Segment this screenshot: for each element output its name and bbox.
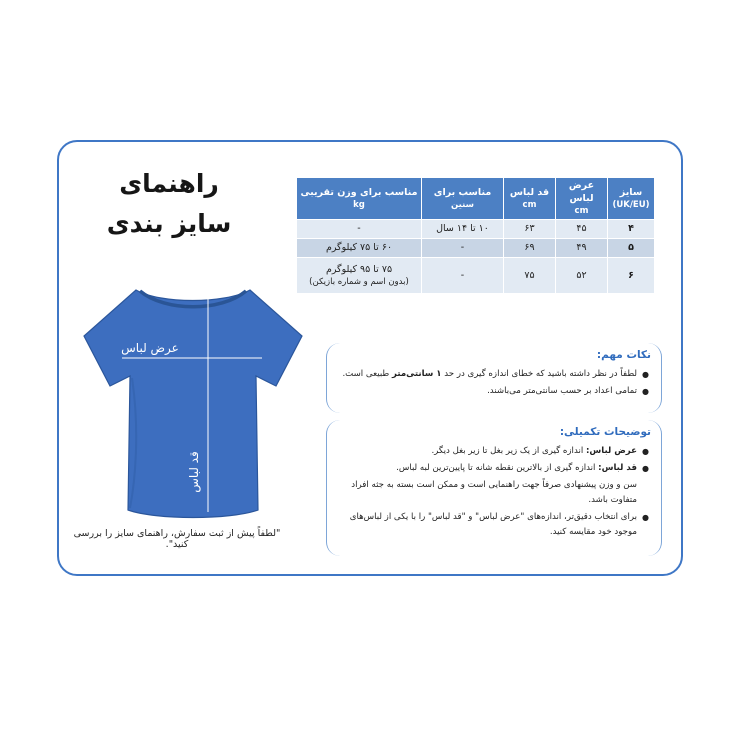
cell-age: ۱۰ تا ۱۴ سال [422, 220, 504, 239]
title-line-1: راهنمای [119, 169, 219, 198]
bullet-icon: ● [642, 370, 649, 379]
page-title [96, 164, 242, 244]
list-item: ● تمامی اعداد بر حسب سانتی‌متر می‌باشند. [337, 384, 651, 399]
header-weight: مناسب برای وزن تقریبی kg [297, 178, 422, 220]
header-size: سایز (UK/EU) [608, 178, 655, 220]
details-box [326, 420, 662, 556]
cell-size: ۶ [608, 258, 655, 294]
list-item: ● برای انتخاب دقیق‌تر، اندازه‌های "عرض لباس" و "قد لباس" را با یکی از لباس‌های موجود خود مقایسه کنید. [349, 512, 649, 537]
list-item: ● عرض لباس: اندازه گیری از یک زیر بغل تا زیر بغل دیگر. [337, 444, 651, 459]
bullet-icon: ● [642, 513, 649, 522]
bullet-icon: ● [642, 464, 649, 473]
table-row [297, 220, 655, 239]
length-label: قد لباس [187, 451, 201, 493]
list-item: سن و وزن پیشنهادی صرفاً جهت راهنمایی است و ممکن است بسته به جثه افراد متفاوت باشد. [351, 480, 637, 505]
header-age: مناسب برای سنین [422, 178, 504, 220]
list-item: ● لطفاً در نظر داشته باشید که خطای اندازه گیری در حد ۱ سانتی‌متر طبیعی است. [337, 367, 651, 382]
cell-age: - [422, 239, 504, 258]
cell-age: - [422, 258, 504, 294]
cell-width: ۴۹ [556, 239, 608, 258]
cell-length: ۶۹ [504, 239, 556, 258]
header-length: قد لباس cm [504, 178, 556, 220]
bullet-icon: ● [642, 387, 649, 396]
header-width: عرض لباس cm [556, 178, 608, 220]
cell-weight: - [297, 220, 422, 239]
footnote: "لطفاً پیش از ثبت سفارش، راهنمای سایز را بررسی کنید". [73, 528, 281, 550]
table-row [297, 239, 655, 258]
title-line-2: سایز بندی [106, 209, 232, 238]
weight-value: ۷۵ تا ۹۵ کیلوگرم [325, 263, 393, 275]
cell-width: ۵۲ [556, 258, 608, 294]
cell-length: ۷۵ [504, 258, 556, 294]
table-row [297, 258, 655, 294]
cell-weight: ۶۰ تا ۷۵ کیلوگرم [297, 239, 422, 258]
bullet-icon: ● [642, 447, 649, 456]
width-label: عرض لباس [121, 341, 179, 355]
cell-weight [297, 258, 422, 294]
tshirt-illustration [80, 282, 305, 522]
size-table [296, 177, 655, 294]
size-table-header-row [297, 178, 655, 220]
cell-size: ۴ [608, 220, 655, 239]
cell-length: ۶۳ [504, 220, 556, 239]
cell-size: ۵ [608, 239, 655, 258]
weight-note: (بدون اسم و شماره بازیکن) [309, 276, 409, 287]
list-item: ● قد لباس: اندازه گیری از بالاترین نقطه شانه تا پایین‌ترین لبه لباس. [337, 461, 651, 476]
important-notes-box [326, 343, 662, 413]
details-title: توضیحات تکمیلی: [559, 426, 651, 438]
notes-title: نکات مهم: [596, 349, 651, 361]
cell-width: ۴۵ [556, 220, 608, 239]
